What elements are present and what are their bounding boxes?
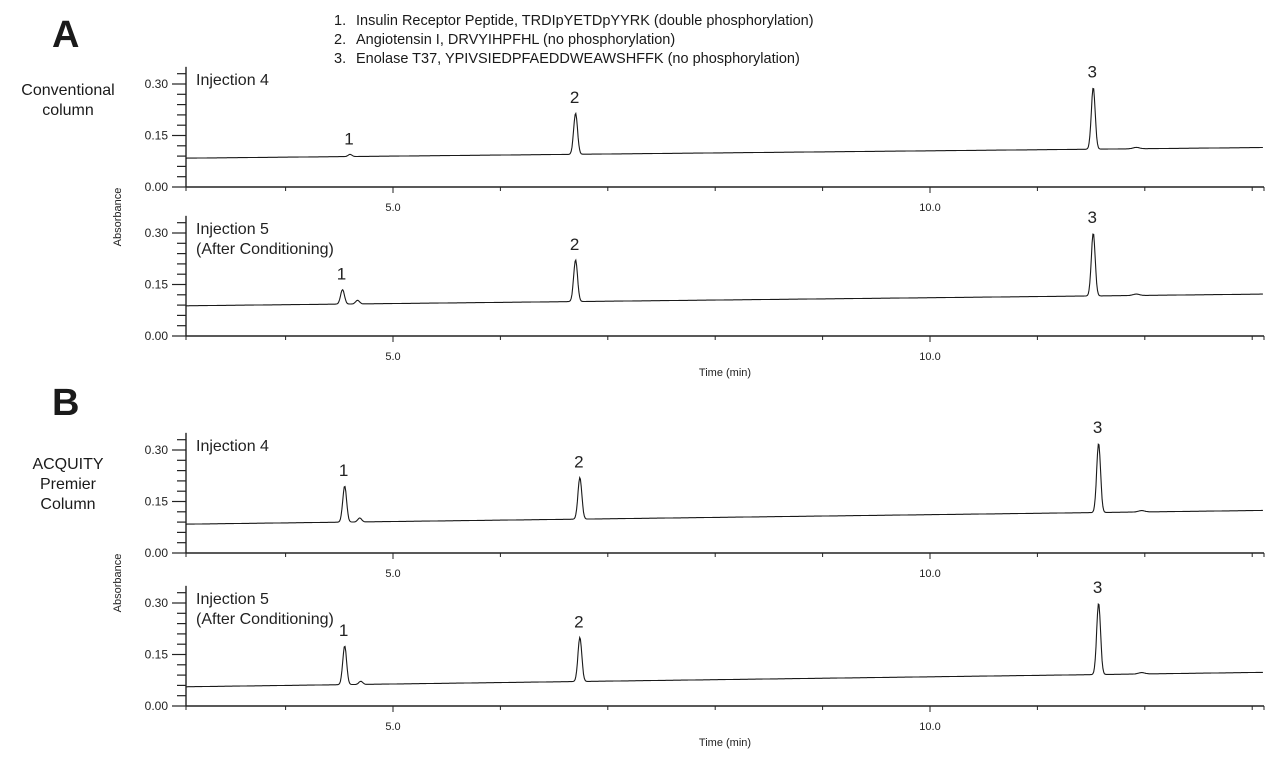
chromatogram-trace [186, 234, 1263, 306]
panel-letter-a: A [52, 14, 80, 56]
peak-label: 3 [1092, 418, 1103, 438]
chromatogram-plot [112, 418, 1264, 612]
y-tick-label: 0.30 [144, 443, 168, 457]
peak-label: 1 [338, 461, 349, 481]
peak-label: 2 [574, 612, 584, 632]
x-tick-label: 5.0 [385, 351, 401, 363]
peak-label: 1 [338, 620, 349, 640]
row-label-line: Column [40, 496, 96, 513]
legend-num: 2. [334, 32, 347, 48]
injection-label: (After Conditioning) [196, 240, 334, 258]
injection-label: Injection 5 [196, 590, 269, 608]
injection-label: Injection 4 [196, 71, 269, 89]
injection-label: Injection 5 [196, 220, 269, 238]
chromatogram-trace [186, 604, 1263, 687]
y-tick-label: 0.00 [144, 699, 168, 713]
x-tick-label: 10.0 [919, 351, 941, 363]
peak-label: 3 [1092, 578, 1103, 597]
x-tick-label: 5.0 [385, 568, 401, 580]
x-tick-label: 10.0 [919, 721, 941, 733]
y-tick-label: 0.15 [144, 277, 168, 292]
peak-label: 2 [574, 452, 584, 472]
legend-num: 3. [334, 51, 347, 67]
y-tick-label: 0.15 [144, 128, 168, 143]
chromatogram-plot [145, 578, 1264, 749]
x-axis-label: Time (min) [698, 737, 752, 749]
injection-label: Injection 4 [196, 437, 269, 455]
y-tick-label: 0.15 [144, 647, 168, 662]
peak-label: 1 [336, 264, 347, 284]
legend-text: Angiotensin I, DRVYIHPFHL (no phosphorylation) [356, 32, 676, 48]
legend-num: 1. [334, 13, 347, 29]
x-tick-label: 5.0 [385, 202, 401, 214]
row-label-line: column [42, 102, 94, 119]
y-tick-label: 0.30 [144, 77, 168, 91]
legend-text: Enolase T37, YPIVSIEDPFAEDDWEAWSHFFK (no phosphorylation) [356, 51, 800, 67]
peak-label: 2 [569, 88, 580, 108]
y-tick-label: 0.15 [144, 494, 168, 509]
injection-label: (After Conditioning) [196, 610, 334, 628]
chromatogram-trace [186, 444, 1263, 524]
x-axis-label: Time (min) [698, 367, 752, 379]
x-tick-label: 10.0 [919, 568, 941, 580]
y-tick-label: 0.00 [144, 180, 168, 194]
y-tick-label: 0.30 [144, 226, 168, 240]
peak-label: 3 [1087, 62, 1097, 82]
x-tick-label: 5.0 [385, 721, 401, 733]
peak-label: 3 [1087, 208, 1097, 227]
y-tick-label: 0.00 [144, 329, 168, 343]
row-label-line: Premier [39, 476, 96, 493]
peak-label: 2 [569, 234, 580, 254]
x-tick-label: 10.0 [919, 202, 941, 214]
y-axis-label: Absorbance [112, 187, 124, 247]
panel-letter-b: B [52, 382, 80, 424]
peak-label: 1 [344, 129, 354, 149]
y-axis-label: Absorbance [112, 553, 124, 613]
y-tick-label: 0.30 [144, 596, 168, 610]
y-tick-label: 0.00 [144, 546, 168, 560]
row-label-line: ACQUITY [32, 456, 104, 473]
chromatogram-plot [145, 208, 1264, 379]
legend-text: Insulin Receptor Peptide, TRDIpYETDpYYRK (double phosphorylation) [356, 13, 814, 29]
row-label-line: Conventional [21, 82, 115, 99]
